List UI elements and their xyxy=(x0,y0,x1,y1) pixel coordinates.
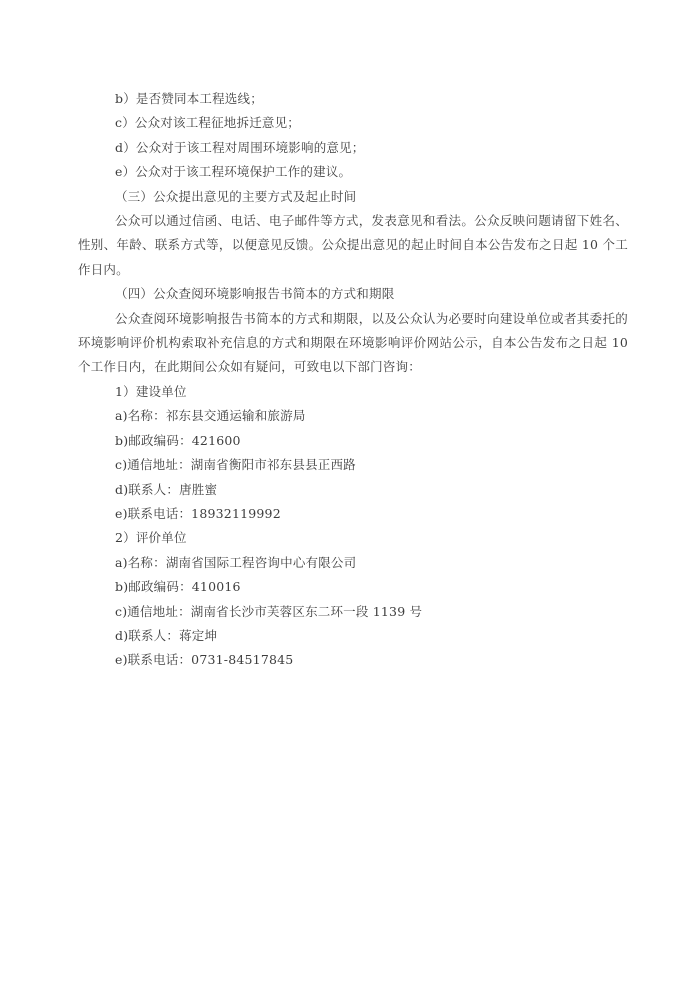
evaluation-unit-postcode-line: b)邮政编码：410016 xyxy=(115,579,241,595)
section-4-heading: （四）公众查阅环境影响报告书简本的方式和期限 xyxy=(115,286,395,302)
construction-unit-name-line: a)名称：祁东县交通运输和旅游局 xyxy=(115,408,306,424)
evaluation-unit-contact-line: d)联系人：蒋定坤 xyxy=(115,627,218,643)
construction-unit-heading: 1）建设单位 xyxy=(115,383,187,399)
evaluation-unit-address-line: c)通信地址：湖南省长沙市芙蓉区东二环一段 1139 号 xyxy=(115,603,423,619)
section-3-heading: （三）公众提出意见的主要方式及起止时间 xyxy=(115,188,357,204)
document-text-block xyxy=(78,87,628,673)
evaluation-unit-name-line: a)名称：湖南省国际工程咨询中心有限公司 xyxy=(115,554,357,570)
construction-unit-phone-line: e)联系电话：18932119992 xyxy=(115,505,281,521)
evaluation-unit-heading: 2）评价单位 xyxy=(115,530,187,546)
construction-unit-contact-line: d)联系人：唐胜蜜 xyxy=(115,481,218,497)
construction-unit-postcode-line: b)邮政编码：421600 xyxy=(115,432,241,448)
section-3-paragraph: 公众可以通过信函、电话、电子邮件等方式，发表意见和看法。公众反映问题请留下姓名、性别、年龄、联系方式等，以便意见反馈。公众提出意见的起止时间自本公告发布之日起 10 个工作日内。 xyxy=(78,213,628,277)
option-d-line: d）公众对于该工程对周围环境影响的意见； xyxy=(115,139,365,155)
section-4-paragraph: 公众查阅环境影响报告书简本的方式和期限，以及公众认为必要时向建设单位或者其委托的环境影响评价机构索取补充信息的方式和期限在环境影响评价网站公示，自本公告发布之日起 10 个工作日内，在此期间公众如有疑问，可致电以下部门咨询： xyxy=(78,310,628,375)
option-e-line: e）公众对于该工程环境保护工作的建议。 xyxy=(115,164,352,180)
construction-unit-address-line: c)通信地址：湖南省衡阳市祁东县县正西路 xyxy=(115,457,356,473)
option-c-line: c）公众对该工程征地拆迁意见； xyxy=(115,115,301,131)
evaluation-unit-phone-line: e)联系电话：0731-84517845 xyxy=(115,652,294,668)
option-b-line: b）是否赞同本工程选线； xyxy=(115,91,263,106)
